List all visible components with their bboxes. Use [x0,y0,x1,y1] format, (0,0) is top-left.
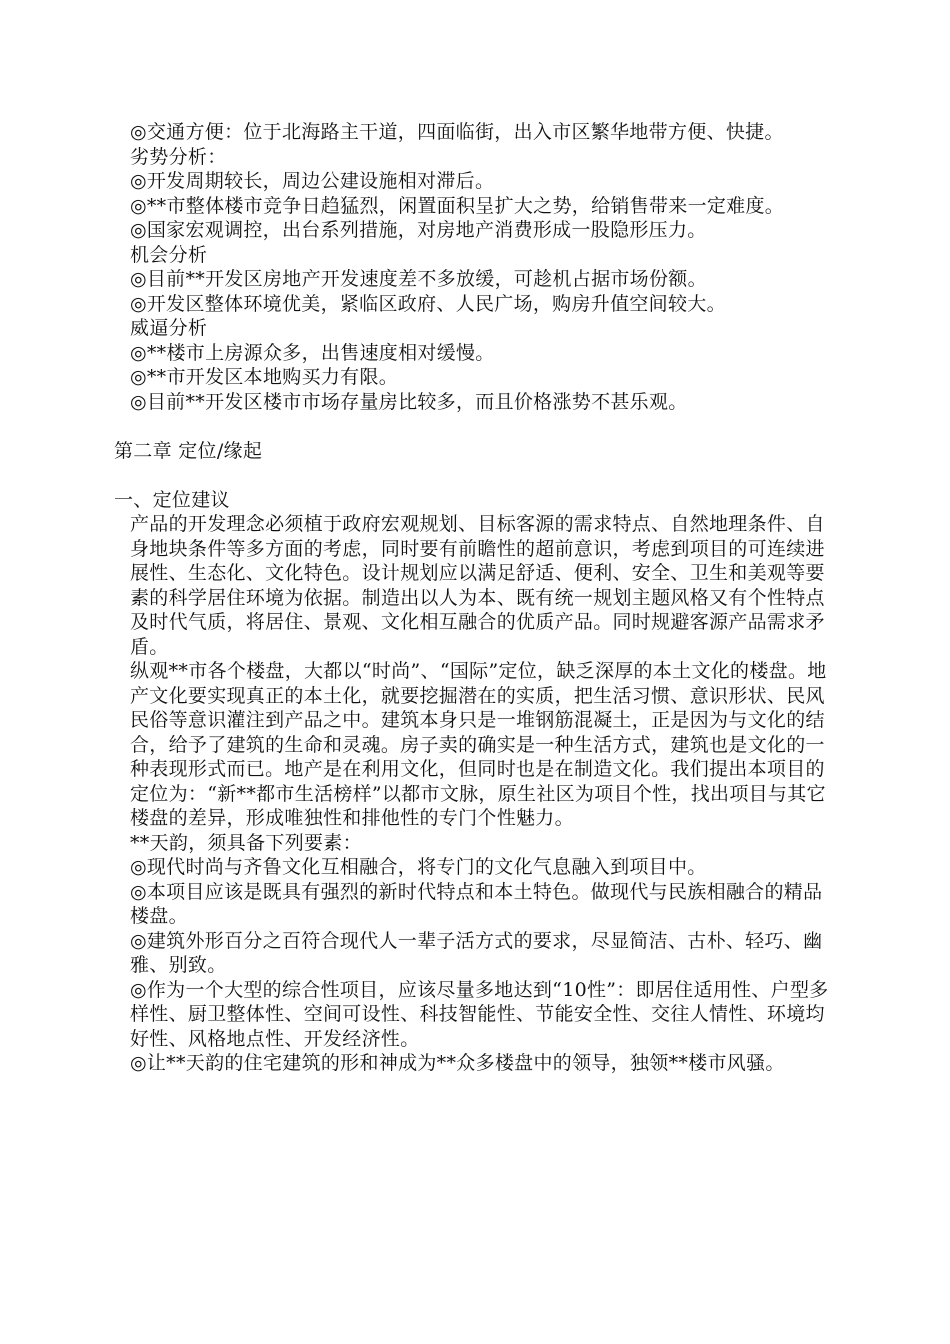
paragraph-threat-2: ◎**市开发区本地购买力有限。 [130,366,399,388]
paragraph-weakness-3: ◎国家宏观调控，出台系列措施，对房地产消费形成一股隐形压力。 [130,219,707,241]
paragraph-opportunity-1: ◎目前**开发区房地产开发速度差不多放缓，可趁机占据市场份额。 [130,268,707,290]
heading-threat: 威逼分析 [130,317,208,339]
paragraph-requirements-intro: **天韵，须具备下列要素： [130,831,362,854]
chapter-title: 第二章 定位/缘起 [114,439,263,462]
heading-weakness: 劣势分析： [130,145,227,168]
paragraph-traffic: ◎交通方便：位于北海路主干道，四面临街，出入市区繁华地带方便、快捷。 [130,121,784,143]
paragraph-concept: 产品的开发理念必须植于政府宏观规划、目标客源的需求特点、自然地理条件、自身地块条件等多方面的考虑，同时要有前瞻性的超前意识，考虑到项目的可连续进展性、生态化、文化特色。设计规划应以满足舒适、便利、安全、卫生和美观等要素的科学居住环境为依据。制造出以人为本、既有统一规划主题风格又有个性特点及时代气质，将居住、景观、文化相互融合的优质产品。同时规避客源产品需求矛盾。 [130,513,825,658]
document-body [114,120,836,1076]
paragraph-opportunity-2: ◎开发区整体环境优美，紧临区政府、人民广场，购房升值空间较大。 [130,292,726,315]
paragraph-requirement-5: ◎让**天韵的住宅建筑的形和神成为**众多楼盘中的领导，独领**楼市风骚。 [130,1052,785,1074]
heading-opportunity: 机会分析 [130,243,208,266]
paragraph-overview: 纵观**市各个楼盘，大都以“时尚”、“国际”定位，缺乏深厚的本土文化的楼盘。地产文化要实现真正的本土化，就要挖掘潜在的实质，把生活习惯、意识形状、民风民俗等意识灌注到产品之中。建筑本身只是一堆钢筋混凝土，正是因为与文化的结合，给予了建筑的生命和灵魂。房子卖的确实是一种生活方式，建筑也是文化的一种表现形式而已。地产是在利用文化，但同时也是在制造文化。我们提出本项目的定位为：“新**都市生活榜样”以都市文脉，原生社区为项目个性，找出项目与其它楼盘的差异，形成唯独性和排他性的专门个性魅力。 [130,660,827,829]
paragraph-requirement-2: ◎本项目应该是既具有强烈的新时代特点和本土特色。做现代与民族相融合的精品楼盘。 [130,880,823,927]
paragraph-threat-1: ◎**楼市上房源众多，出售速度相对缓慢。 [130,341,495,364]
paragraph-threat-3: ◎目前**开发区楼市市场存量房比较多，而且价格涨势不甚乐观。 [130,390,688,413]
paragraph-weakness-2: ◎**市整体楼市竞争日趋猛烈，闲置面积呈扩大之势，给销售带来一定难度。 [130,194,785,217]
paragraph-requirement-3: ◎建筑外形百分之百符合现代人一辈子活方式的要求，尽显简洁、古朴、轻巧、幽雅、别致。 [130,929,823,976]
paragraph-requirement-4: ◎作为一个大型的综合性项目，应该尽量多地达到“10性”：即居住适用性、户型多样性、厨卫整体性、空间可设性、科技智能性、节能安全性、交往人情性、环境均好性、风格地点性、开发经济性。 [130,978,829,1050]
paragraph-weakness-1: ◎开发周期较长，周边公建设施相对滞后。 [130,170,495,192]
paragraph-requirement-1: ◎现代时尚与齐鲁文化互相融合，将专门的文化气息融入到项目中。 [130,856,707,878]
section-title: 一、定位建议 [114,488,230,511]
